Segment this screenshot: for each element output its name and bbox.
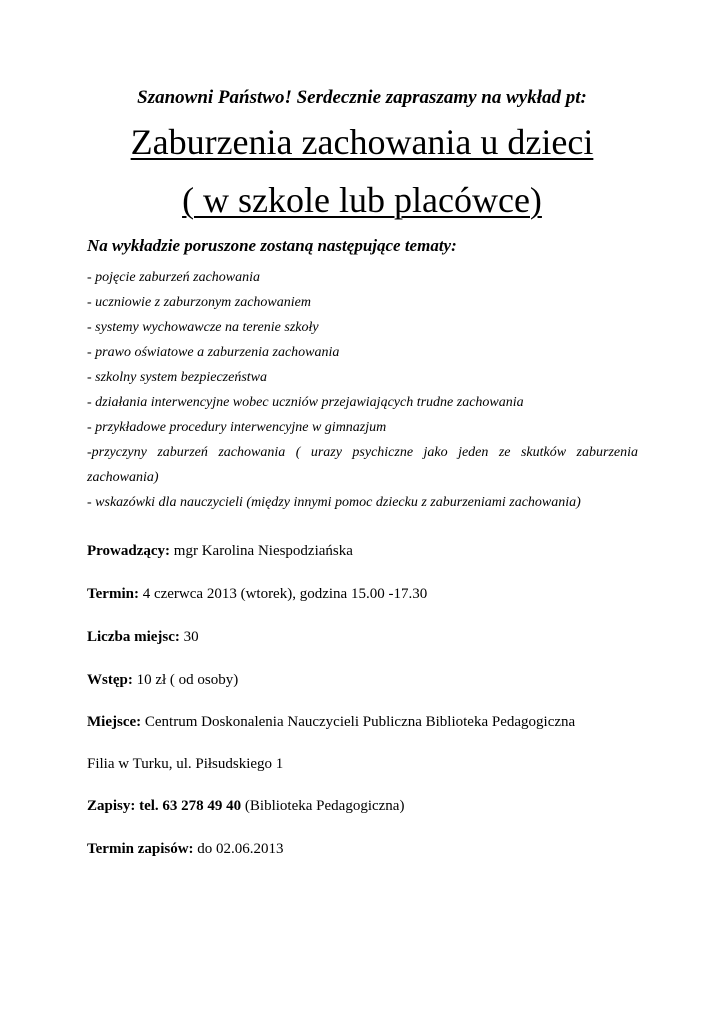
date-value: 4 czerwca 2013 (wtorek), godzina 15.00 -17.30 bbox=[138, 586, 428, 602]
topic-item: - prawo oświatowe a zaburzenia zachowania bbox=[87, 345, 340, 360]
place-address: Filia w Turku, ul. Piłsudskiego 1 bbox=[87, 756, 284, 772]
topic-item: - działania interwencyjne wobec uczniów przejawiających trudne zachowania bbox=[87, 395, 524, 410]
topic-item: - uczniowie z zaburzonym zachowaniem bbox=[87, 295, 311, 310]
topic-item: - pojęcie zaburzeń zachowania bbox=[87, 270, 261, 285]
topic-item: - szkolny system bezpieczeństwa bbox=[87, 370, 268, 385]
topic-item: - wskazówki dla nauczycieli (między innymi pomoc dziecku z zaburzeniami zachowania) bbox=[87, 495, 581, 510]
entry-info bbox=[87, 670, 238, 690]
place-info bbox=[87, 712, 575, 732]
deadline-label: Termin zapisów: bbox=[87, 841, 194, 857]
lecture-subtitle: ( w szkole lub placówce) bbox=[182, 180, 542, 220]
date-label: Termin: bbox=[87, 586, 139, 602]
place-label: Miejsce: bbox=[87, 714, 142, 730]
topic-item: - przykładowe procedury interwencyjne w gimnazjum bbox=[87, 420, 387, 435]
date-info bbox=[87, 584, 427, 604]
seats-value: 30 bbox=[179, 629, 199, 645]
leader-value: mgr Karolina Niespodziańska bbox=[170, 543, 353, 559]
leader-label: Prowadzący: bbox=[87, 543, 171, 559]
topics-list bbox=[87, 265, 638, 515]
topic-item: -przyczyny zaburzeń zachowania ( urazy psychiczne jako jeden ze skutków zaburzenia zachowania) bbox=[87, 445, 638, 485]
deadline-info bbox=[87, 839, 284, 859]
topic-item: - systemy wychowawcze na terenie szkoły bbox=[87, 320, 319, 335]
greeting-line: Szanowni Państwo! Serdecznie zapraszamy na wykład pt: bbox=[137, 87, 587, 108]
place-value: Centrum Doskonalenia Nauczycieli Publiczna Biblioteka Pedagogiczna bbox=[141, 714, 576, 730]
topics-intro: Na wykładzie poruszone zostaną następujące tematy: bbox=[87, 236, 457, 255]
signup-label: Zapisy: tel. 63 278 49 40 bbox=[87, 798, 242, 814]
signup-value: (Biblioteka Pedagogiczna) bbox=[241, 798, 405, 814]
entry-label: Wstęp: bbox=[87, 672, 133, 688]
deadline-value: do 02.06.2013 bbox=[193, 841, 284, 857]
lecture-title: Zaburzenia zachowania u dzieci bbox=[130, 122, 594, 162]
signup-info bbox=[87, 796, 404, 816]
seats-label: Liczba miejsc: bbox=[87, 629, 180, 645]
seats-info bbox=[87, 627, 199, 647]
entry-value: 10 zł ( od osoby) bbox=[132, 672, 239, 688]
leader-info bbox=[87, 541, 353, 561]
